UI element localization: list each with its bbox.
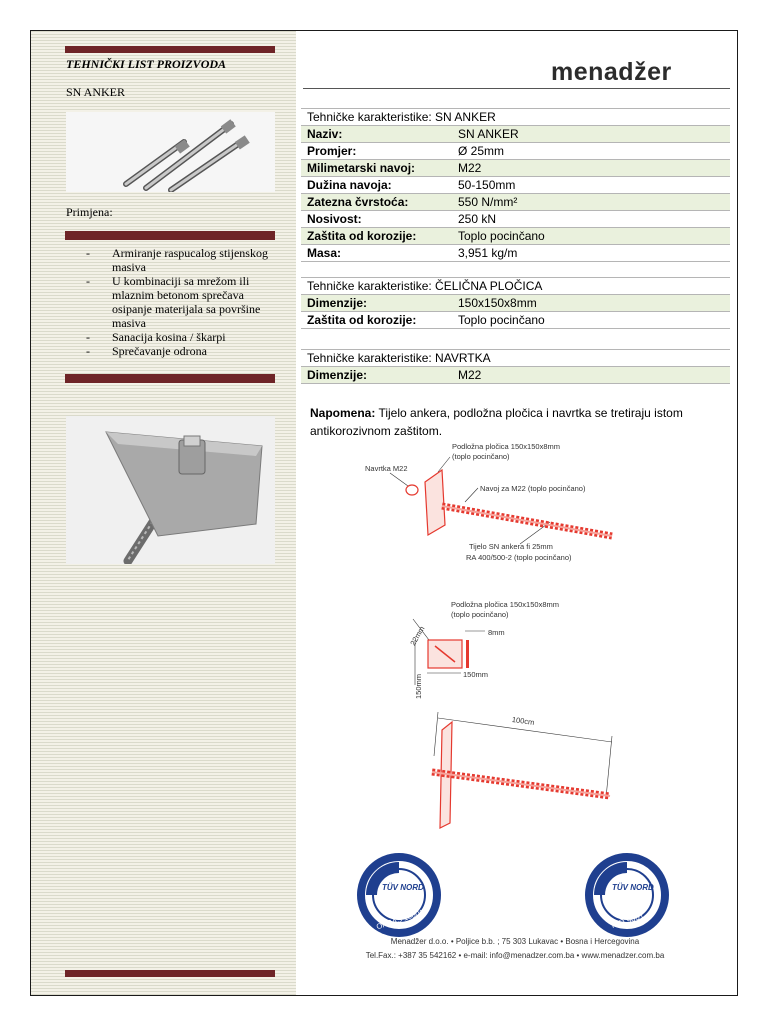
spec-table-plocica: [301, 277, 730, 329]
table-heading-row: [301, 349, 730, 367]
plate-label: Podložna pločica 150x150x8mm: [452, 442, 560, 451]
table-row: [301, 245, 730, 262]
list-item: - U kombinaciji sa mrežom ili mlaznim betonom sprečava osipanje materijala sa površine masiva: [86, 274, 276, 330]
table-row: [301, 143, 730, 160]
cert2-brand: TÜV NORD: [612, 883, 654, 892]
note-label: Napomena:: [310, 406, 376, 420]
dim-8: 8mm: [488, 628, 505, 637]
ohsas-cert-badge: [356, 853, 446, 937]
body-label: Tijelo SN ankera fi 25mm: [469, 542, 553, 551]
anchor-length-drawing: [420, 708, 630, 838]
row-key: Masa:: [307, 246, 342, 260]
list-item: - Sanacija kosina / škarpi: [86, 330, 276, 344]
divider-bar: [65, 374, 275, 383]
divider-bar: [65, 46, 275, 53]
table-heading: Tehničke karakteristike: ČELIČNA PLOČICA: [307, 279, 543, 293]
row-key: Dužina navoja:: [307, 178, 392, 192]
row-value: 150x150x8mm: [458, 296, 537, 310]
table-row: [301, 194, 730, 211]
table-row: [301, 211, 730, 228]
row-key: Zaštita od korozije:: [307, 313, 417, 327]
spec-table-navrtka: [301, 349, 730, 384]
spec-table-anker: [301, 108, 730, 262]
thread-label: Navoj za M22 (toplo pocinčano): [480, 484, 586, 493]
divider-bar: [65, 970, 275, 977]
nut-label: Navrtka M22: [365, 464, 408, 473]
row-value: 50-150mm: [458, 178, 516, 192]
row-key: Nosivost:: [307, 212, 362, 226]
anchor-rods-photo: [66, 112, 275, 192]
dim-150-vertical: 150mm: [414, 673, 423, 699]
anchor-assembly-drawing: [350, 440, 640, 570]
doc-title: TEHNIČKI LIST PROIZVODA: [66, 57, 227, 71]
footer-address: Menadžer d.o.o. • Poljice b.b. ; 75 303 Lukavac • Bosna i Hercegovina: [390, 937, 640, 946]
dim-22: 22mm: [408, 624, 427, 648]
body-label-sub: RA 400/500-2 (toplo pocinčano): [466, 553, 572, 562]
row-key: Promjer:: [307, 144, 357, 158]
dim-150-horizontal: 150mm: [463, 670, 489, 679]
table-row: [301, 228, 730, 245]
row-value: M22: [458, 161, 482, 175]
usage-label: Primjena:: [66, 205, 113, 219]
row-key: Dimenzije:: [307, 368, 368, 382]
table-row: [301, 295, 730, 312]
divider-bar: [65, 231, 275, 240]
table-row: [301, 160, 730, 177]
note: [310, 404, 730, 440]
row-key: Zaštita od korozije:: [307, 229, 417, 243]
row-value: Ø 25mm: [458, 144, 505, 158]
cert2-standard: ISO 9001: [610, 911, 646, 931]
list-item: - Sprečavanje odrona: [86, 344, 276, 358]
row-value: 550 N/mm²: [458, 195, 518, 209]
row-key: Zatezna čvrstoća:: [307, 195, 409, 209]
cert1-brand: TÜV NORD: [382, 883, 424, 892]
iso-cert-badge: [584, 853, 674, 937]
table-row: [301, 126, 730, 143]
plate-side: [466, 640, 469, 668]
usage-list: [86, 246, 276, 358]
row-value: SN ANKER: [458, 127, 519, 141]
row-value: 3,951 kg/m: [458, 246, 518, 260]
red-anchor-figure: [406, 470, 612, 536]
plate2-label: Podložna pločica 150x150x8mm: [451, 600, 559, 609]
row-value: 250 kN: [458, 212, 497, 226]
table-heading-row: [301, 277, 730, 295]
table-row: [301, 177, 730, 194]
row-key: Milimetarski navoj:: [307, 161, 416, 175]
table-heading-row: [301, 108, 730, 126]
list-item: - Armiranje raspucalog stijenskog masiva: [86, 246, 276, 274]
table-row: [301, 312, 730, 329]
row-key: Dimenzije:: [307, 296, 368, 310]
dim-100: 100cm: [511, 714, 535, 727]
row-value: Toplo pocinčano: [458, 313, 545, 327]
table-heading: Tehničke karakteristike: NAVRTKA: [307, 351, 491, 365]
anchor-plate-photo: [66, 416, 275, 564]
note-text: Tijelo ankera, podložna pločica i navrtka se tretiraju istom antikorozivnom zaštitom.: [310, 406, 683, 438]
brand-logo: menadžer: [551, 58, 672, 86]
footer-contact: Tel.Fax.: +387 35 542162 • e-mail: info@menadzer.com.ba • www.menadzer.com.ba: [365, 951, 665, 960]
plate-label-sub: (toplo pocinčano): [452, 452, 510, 461]
header-rule: [303, 88, 730, 89]
plate2-label-sub: (toplo pocinčano): [451, 610, 509, 619]
row-value: M22: [458, 368, 482, 382]
table-row: [301, 367, 730, 384]
product-name: SN ANKER: [66, 85, 126, 99]
row-value: Toplo pocinčano: [458, 229, 545, 243]
cert1-standard: OHSAS 18001: [375, 907, 425, 932]
row-key: Naziv:: [307, 127, 343, 141]
table-heading: Tehničke karakteristike: SN ANKER: [307, 110, 496, 124]
plate-dimension-drawing: [395, 595, 635, 710]
